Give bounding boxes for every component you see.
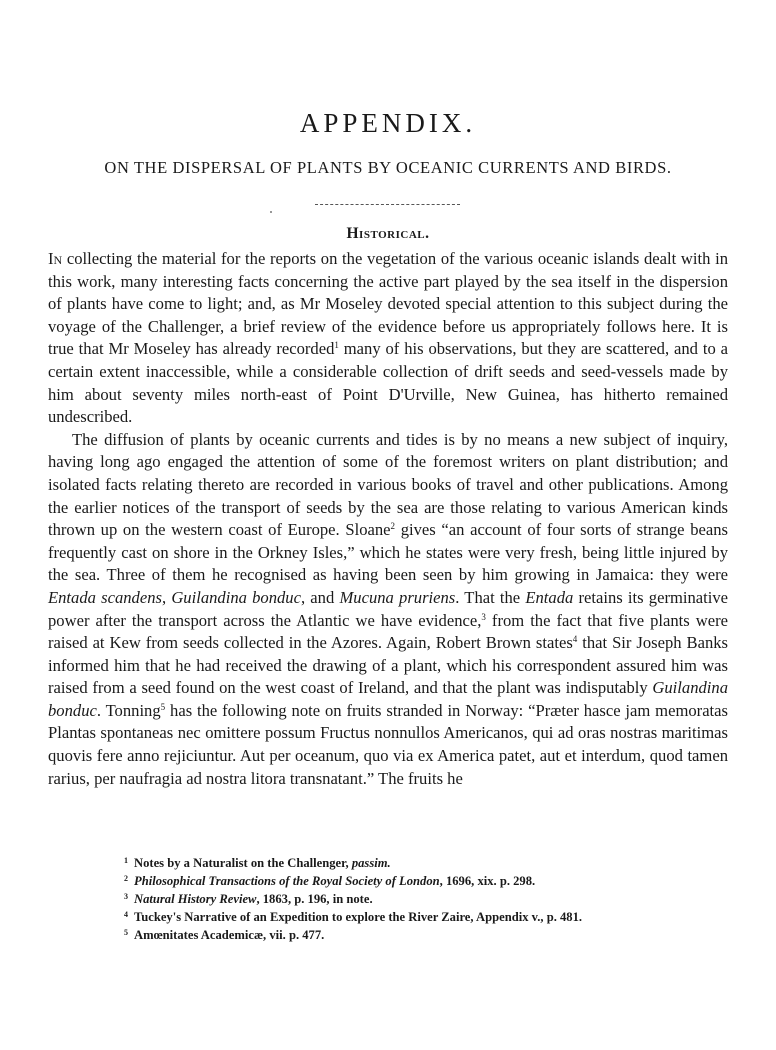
footnote-number: 2 — [124, 874, 128, 883]
section-heading: Historical. — [346, 225, 430, 242]
footnote — [124, 926, 724, 944]
footnotes — [124, 854, 724, 944]
italic-text: Guilandina bonduc — [171, 587, 301, 607]
decorative-rule — [315, 204, 460, 205]
small-caps-text: In — [48, 249, 63, 268]
footnote — [124, 908, 724, 926]
print-speck — [270, 211, 272, 213]
footnote-ref: 4 — [572, 634, 578, 645]
footnote — [124, 890, 724, 908]
text-run: many of his observations, but they are scattered, and to a certain extent inaccessible, while a considerable collection of drift seeds and seed-vessels made by him about seventy miles north-east of Point D'Urville, New Guinea, has hitherto remained undescribed. — [48, 339, 728, 427]
italic-text: Entada — [525, 587, 574, 607]
text-run: from the fact that five plants were raised at Kew from seeds collected in the Azores. Again, Robert Brown states — [48, 610, 728, 653]
footnote-text: Amœnitates Academicæ, vii. p. 477. — [134, 928, 325, 942]
text-run: , — [161, 587, 172, 607]
page-subtitle: ON THE DISPERSAL OF PLANTS BY OCEANIC CURRENTS AND BIRDS. — [104, 158, 672, 177]
paragraph-2 — [48, 429, 728, 791]
footnote-ref: 1 — [334, 340, 339, 351]
text-run: retains its germinative power after the transport across the Atlantic we have evidence, — [48, 587, 729, 630]
footnote-text: Tuckey's Narrative of an Expedition to explore the River Zaire, Appendix v., p. 481. — [134, 910, 583, 924]
footnote-ref: 5 — [160, 701, 166, 712]
text-run: , and — [300, 587, 340, 607]
text-run: gives “an account of four sorts of strange beans frequently cast on shore in the Orkney Isles,” which he states were very fresh, being little injured by the sea. Three of them he recognised as having been seen by him growing in Jamaica: they were — [48, 520, 728, 585]
footnote-number: 4 — [124, 910, 128, 919]
page-title: APPENDIX. — [299, 108, 477, 138]
footnote-ref: 3 — [481, 611, 486, 622]
text-run: collecting the material for the reports on the vegetation of the various oceanic islands dealt with in this work, many interesting facts concerning the active part played by the sea itself in the dispersion of plants have come to light; and, as Mr Moseley devoted special attention to this subject during the voyage of the Challenger, a brief review of the evidence before us appropriately follows here. It is true that Mr Moseley has already recorded — [48, 249, 728, 359]
text-run: that Sir Joseph Banks informed him that he had received the drawing of a plant, which his correspondent assured him was raised from a seed found on the west coast of Ireland, and that the plant was indisputably — [48, 633, 728, 698]
text-run: . Tonning — [96, 700, 161, 720]
footnote-text: , 1863, p. 196, in note. — [256, 892, 373, 906]
footnote — [124, 872, 724, 890]
footnote-italic: Philosophical Transactions of the Royal Society of London — [134, 874, 440, 888]
footnote-number: 5 — [124, 928, 128, 937]
footnote — [124, 854, 724, 872]
footnote-text: Notes by a Naturalist on the Challenger, — [134, 856, 352, 870]
footnote-italic: passim. — [351, 856, 391, 870]
footnote-number: 3 — [124, 892, 128, 901]
footnote-text: , 1696, xix. p. 298. — [439, 874, 536, 888]
italic-text: Guilandina bonduc — [48, 678, 728, 720]
footnote-italic: Natural History Review — [134, 892, 257, 906]
body-text — [48, 248, 728, 790]
text-run: . That the — [455, 587, 526, 607]
footnote-ref: 2 — [390, 521, 396, 532]
italic-text: Entada scandens — [48, 587, 162, 607]
text-run: The diffusion of plants by oceanic currents and tides is by no means a new subject of inquiry, having long ago engaged the attention of some of the foremost writers on plant distribution; and isolated facts relating thereto are recorded in various books of travel and other publications. Among the earlier notices of the transport of seeds by the sea are those relating to various American kinds thrown up on the western coast of Europe. Sloane — [48, 429, 728, 540]
text-run: has the following note on fruits stranded in Norway: “Præter hasce jam memoratas Plantas spontaneas nec omittere possum Fructus nonnullos Americanos, qui ad oras nostras maritimas quovis fere anno rejiciuntur. Aut per oceanum, quo via ex America patet, aut et interdum, quod tamen rarius, per naufragia ad nostra litora transnatant.” The fruits he — [48, 700, 728, 788]
italic-text: Mucuna pruriens — [339, 587, 456, 607]
footnote-number: 1 — [124, 856, 128, 865]
paragraph-1 — [48, 248, 728, 429]
